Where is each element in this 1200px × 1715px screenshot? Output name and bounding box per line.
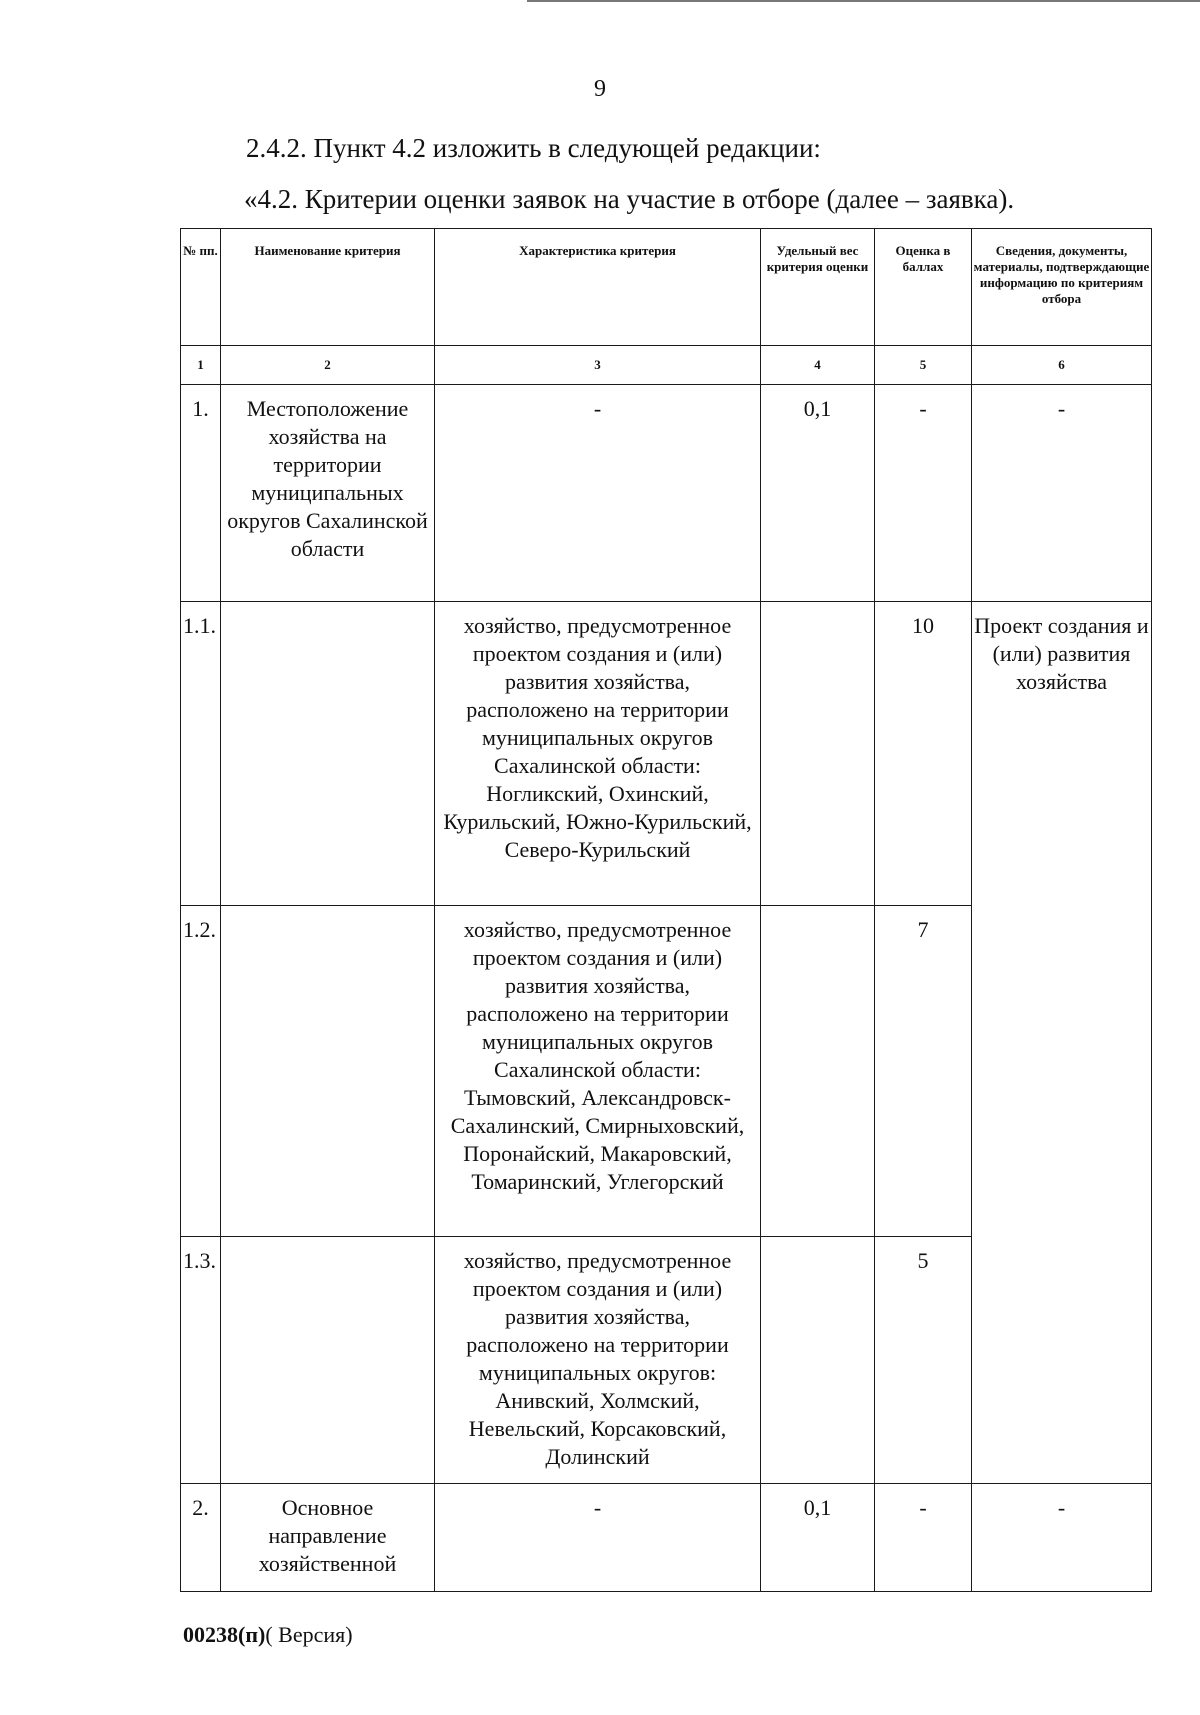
column-number: 1: [181, 346, 221, 385]
criterion-characteristic: хозяйство, предусмотренное проектом создания и (или) развития хозяйства, расположено на территории муниципальных округов Сахалинской области: Ногликский, Охинский, Курильский, Южно-Курильский, Северо-Курильский: [435, 602, 761, 906]
column-number: 5: [875, 346, 972, 385]
amendment-heading: 2.4.2. Пункт 4.2 изложить в следующей редакции:: [246, 133, 821, 163]
criterion-score: 10: [875, 602, 972, 906]
column-number-row: [181, 346, 1152, 385]
document-version: ( Версия): [265, 1622, 353, 1647]
section-title: «4.2. Критерии оценки заявок на участие в отборе (далее – заявка).: [244, 184, 1015, 214]
criteria-table: [180, 228, 1152, 1592]
criterion-name: [221, 1237, 435, 1484]
row-number: 1.3.: [181, 1237, 221, 1484]
row-number: 1.: [181, 385, 221, 602]
header-no: № пп.: [181, 229, 221, 346]
table-header-row: [181, 229, 1152, 346]
row-number: 1.1.: [181, 602, 221, 906]
criterion-weight: 0,1: [761, 385, 875, 602]
header-weight: Удельный вес критерия оценки: [761, 229, 875, 346]
criterion-name: Местоположение хозяйства на территории муниципальных округов Сахалинской области: [221, 385, 435, 602]
page-number: 9: [594, 76, 606, 102]
row-number: 1.2.: [181, 906, 221, 1237]
table-row: [181, 602, 1152, 906]
criterion-score: 7: [875, 906, 972, 1237]
criterion-characteristic: -: [435, 385, 761, 602]
table-row: [181, 385, 1152, 602]
column-number: 4: [761, 346, 875, 385]
top-rule: [527, 0, 1200, 2]
criterion-characteristic: хозяйство, предусмотренное проектом создания и (или) развития хозяйства, расположено на территории муниципальных округов: Анивский, Холмский, Невельский, Корсаковский, Долинский: [435, 1237, 761, 1484]
criterion-docs: Проект создания и (или) развития хозяйства: [972, 602, 1152, 1484]
criterion-name: [221, 906, 435, 1237]
table-row: [181, 1484, 1152, 1592]
criterion-weight: [761, 1237, 875, 1484]
column-number: 6: [972, 346, 1152, 385]
column-number: 2: [221, 346, 435, 385]
criterion-characteristic: хозяйство, предусмотренное проектом создания и (или) развития хозяйства, расположено на территории муниципальных округов Сахалинской области: Тымовский, Александровск-Сахалинский, Смирныховский, Поронайский, Макаровский, Томаринский, Углегорский: [435, 906, 761, 1237]
document-footer: [183, 1622, 353, 1648]
column-number: 3: [435, 346, 761, 385]
criterion-name: [221, 602, 435, 906]
criterion-weight: [761, 906, 875, 1237]
row-number: 2.: [181, 1484, 221, 1592]
criterion-score: -: [875, 1484, 972, 1592]
header-docs: Сведения, документы, материалы, подтверждающие информацию по критериям отбора: [972, 229, 1152, 346]
criterion-score: 5: [875, 1237, 972, 1484]
criterion-weight: 0,1: [761, 1484, 875, 1592]
header-score: Оценка в баллах: [875, 229, 972, 346]
header-name: Наименование критерия: [221, 229, 435, 346]
document-code: 00238(п): [183, 1622, 266, 1647]
criterion-characteristic: -: [435, 1484, 761, 1592]
criterion-docs: -: [972, 1484, 1152, 1592]
criterion-name: Основное направление хозяйственной: [221, 1484, 435, 1592]
header-characteristic: Характеристика критерия: [435, 229, 761, 346]
criterion-weight: [761, 602, 875, 906]
criterion-score: -: [875, 385, 972, 602]
criterion-docs: -: [972, 385, 1152, 602]
